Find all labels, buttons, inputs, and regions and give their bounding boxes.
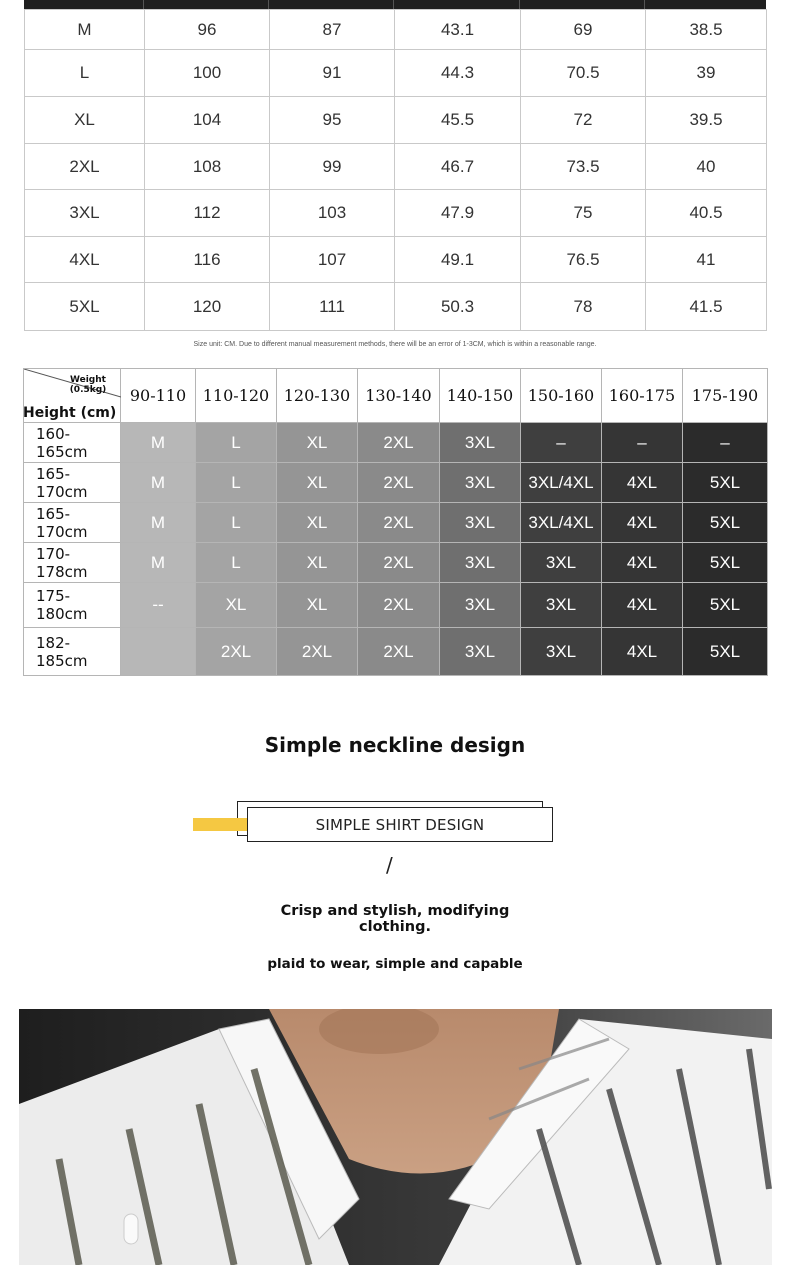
size-cell: M: [121, 503, 196, 543]
size-cell: 5XL: [683, 583, 768, 628]
size-cell: 5XL: [683, 463, 768, 503]
size-label-cell: 3XL: [25, 190, 145, 237]
weight-range-header: 160-175: [602, 369, 683, 423]
measurement-cell: 43.1: [395, 10, 521, 50]
measurement-cell: 45.5: [395, 97, 521, 144]
size-cell: 3XL: [521, 543, 602, 583]
size-cell: XL: [277, 423, 358, 463]
measurement-cell: 73.5: [521, 144, 646, 190]
measurement-cell: 72: [521, 97, 646, 144]
size-cell: 2XL: [358, 583, 440, 628]
size-cell: XL: [277, 543, 358, 583]
size-cell: M: [121, 423, 196, 463]
measurement-cell: 112: [145, 190, 270, 237]
table-corner-header: [24, 369, 121, 423]
measurement-cell: 46.7: [395, 144, 521, 190]
measurement-cell: 40: [646, 144, 767, 190]
size-cell: 3XL: [440, 423, 521, 463]
size-cell: 3XL: [440, 463, 521, 503]
size-cell: 4XL: [602, 543, 683, 583]
weight-range-header: 140-150: [440, 369, 521, 423]
size-cell: 3XL: [440, 503, 521, 543]
size-cell: 3XL: [440, 583, 521, 628]
size-cell: L: [196, 423, 277, 463]
measurement-cell: 47.9: [395, 190, 521, 237]
measurement-cell: 75: [521, 190, 646, 237]
height-range-cell: 170-178cm: [24, 543, 121, 583]
measurement-table-header-strip: [24, 0, 766, 9]
divider-slash: /: [386, 853, 393, 877]
size-recommendation-table: [23, 368, 768, 676]
size-cell: 3XL: [440, 543, 521, 583]
measurement-cell: 44.3: [395, 50, 521, 97]
shirt-collar-photo: [19, 1009, 772, 1265]
size-unit-note: Size unit: CM. Due to different manual measurement methods, there will be an error of 1-3CM, which is within a reasonable range.: [193, 341, 597, 348]
size-cell: 2XL: [277, 628, 358, 676]
measurement-cell: 95: [270, 97, 395, 144]
size-label-cell: 5XL: [25, 283, 145, 331]
measurement-cell: 40.5: [646, 190, 767, 237]
measurement-cell: 41: [646, 237, 767, 283]
size-cell: L: [196, 543, 277, 583]
table-row: [25, 144, 767, 190]
measurement-cell: 96: [145, 10, 270, 50]
size-cell: XL: [277, 463, 358, 503]
size-cell: –: [683, 423, 768, 463]
table-row: [24, 423, 768, 463]
size-cell: 5XL: [683, 628, 768, 676]
measurement-cell: 107: [270, 237, 395, 283]
measurement-cell: 41.5: [646, 283, 767, 331]
measurement-cell: 76.5: [521, 237, 646, 283]
size-cell: --: [121, 583, 196, 628]
size-cell: 3XL: [521, 583, 602, 628]
table-row: [24, 628, 768, 676]
striped-shirt-image: [19, 1009, 772, 1265]
size-cell: 2XL: [358, 543, 440, 583]
measurement-cell: 39.5: [646, 97, 767, 144]
height-range-cell: 160-165cm: [24, 423, 121, 463]
table-row: [25, 237, 767, 283]
table-row: [24, 503, 768, 543]
size-cell: L: [196, 503, 277, 543]
size-cell: M: [121, 463, 196, 503]
subline: plaid to wear, simple and capable: [267, 956, 523, 972]
table-row: [24, 583, 768, 628]
size-cell: –: [602, 423, 683, 463]
height-range-cell: 165-170cm: [24, 503, 121, 543]
size-cell: 4XL: [602, 503, 683, 543]
size-label-cell: L: [25, 50, 145, 97]
size-label-cell: 4XL: [25, 237, 145, 283]
table-row: [25, 50, 767, 97]
size-cell: –: [521, 423, 602, 463]
size-label-cell: M: [25, 10, 145, 50]
table-row: [24, 463, 768, 503]
size-cell: 4XL: [602, 628, 683, 676]
table-row: [25, 97, 767, 144]
weight-range-header: 110-120: [196, 369, 277, 423]
measurement-cell: 78: [521, 283, 646, 331]
size-cell: 3XL/4XL: [521, 463, 602, 503]
measurement-cell: 111: [270, 283, 395, 331]
weight-range-header: 175-190: [683, 369, 768, 423]
size-cell: M: [121, 543, 196, 583]
size-cell: 4XL: [602, 583, 683, 628]
size-cell: 2XL: [358, 503, 440, 543]
measurement-cell: 116: [145, 237, 270, 283]
measurement-cell: 70.5: [521, 50, 646, 97]
table-row: [25, 190, 767, 237]
measurement-table: [24, 9, 767, 331]
measurement-cell: 104: [145, 97, 270, 144]
section-title: Simple neckline design: [264, 733, 526, 757]
measurement-cell: 69: [521, 10, 646, 50]
weight-axis-label: Weight (0.5kg): [69, 375, 107, 395]
measurement-cell: 38.5: [646, 10, 767, 50]
measurement-cell: 103: [270, 190, 395, 237]
size-cell: 2XL: [196, 628, 277, 676]
size-cell: 5XL: [683, 543, 768, 583]
size-cell: 3XL: [521, 628, 602, 676]
size-cell: 2XL: [358, 463, 440, 503]
measurement-cell: 120: [145, 283, 270, 331]
height-range-cell: 165-170cm: [24, 463, 121, 503]
shirt-design-banner: SIMPLE SHIRT DESIGN: [247, 807, 553, 842]
size-cell: 2XL: [358, 628, 440, 676]
weight-range-header: 150-160: [521, 369, 602, 423]
measurement-cell: 100: [145, 50, 270, 97]
size-cell: [121, 628, 196, 676]
size-cell: L: [196, 463, 277, 503]
size-label-cell: 2XL: [25, 144, 145, 190]
tagline: Crisp and stylish, modifying clothing.: [280, 903, 510, 935]
measurement-table-container: [24, 0, 766, 331]
measurement-cell: 91: [270, 50, 395, 97]
size-cell: 2XL: [358, 423, 440, 463]
measurement-cell: 108: [145, 144, 270, 190]
size-cell: XL: [277, 583, 358, 628]
measurement-cell: 87: [270, 10, 395, 50]
size-cell: 3XL: [440, 628, 521, 676]
measurement-cell: 49.1: [395, 237, 521, 283]
size-cell: 5XL: [683, 503, 768, 543]
height-range-cell: 175-180cm: [24, 583, 121, 628]
size-cell: XL: [196, 583, 277, 628]
measurement-cell: 50.3: [395, 283, 521, 331]
size-cell: 4XL: [602, 463, 683, 503]
measurement-cell: 99: [270, 144, 395, 190]
size-cell: 3XL/4XL: [521, 503, 602, 543]
height-axis-label: Height (cm): [23, 405, 117, 421]
table-row: [25, 283, 767, 331]
height-range-cell: 182-185cm: [24, 628, 121, 676]
weight-range-header: 130-140: [358, 369, 440, 423]
table-row: [24, 543, 768, 583]
size-cell: XL: [277, 503, 358, 543]
weight-range-header: 90-110: [121, 369, 196, 423]
measurement-cell: 39: [646, 50, 767, 97]
weight-range-header: 120-130: [277, 369, 358, 423]
size-label-cell: XL: [25, 97, 145, 144]
table-row: [25, 10, 767, 50]
